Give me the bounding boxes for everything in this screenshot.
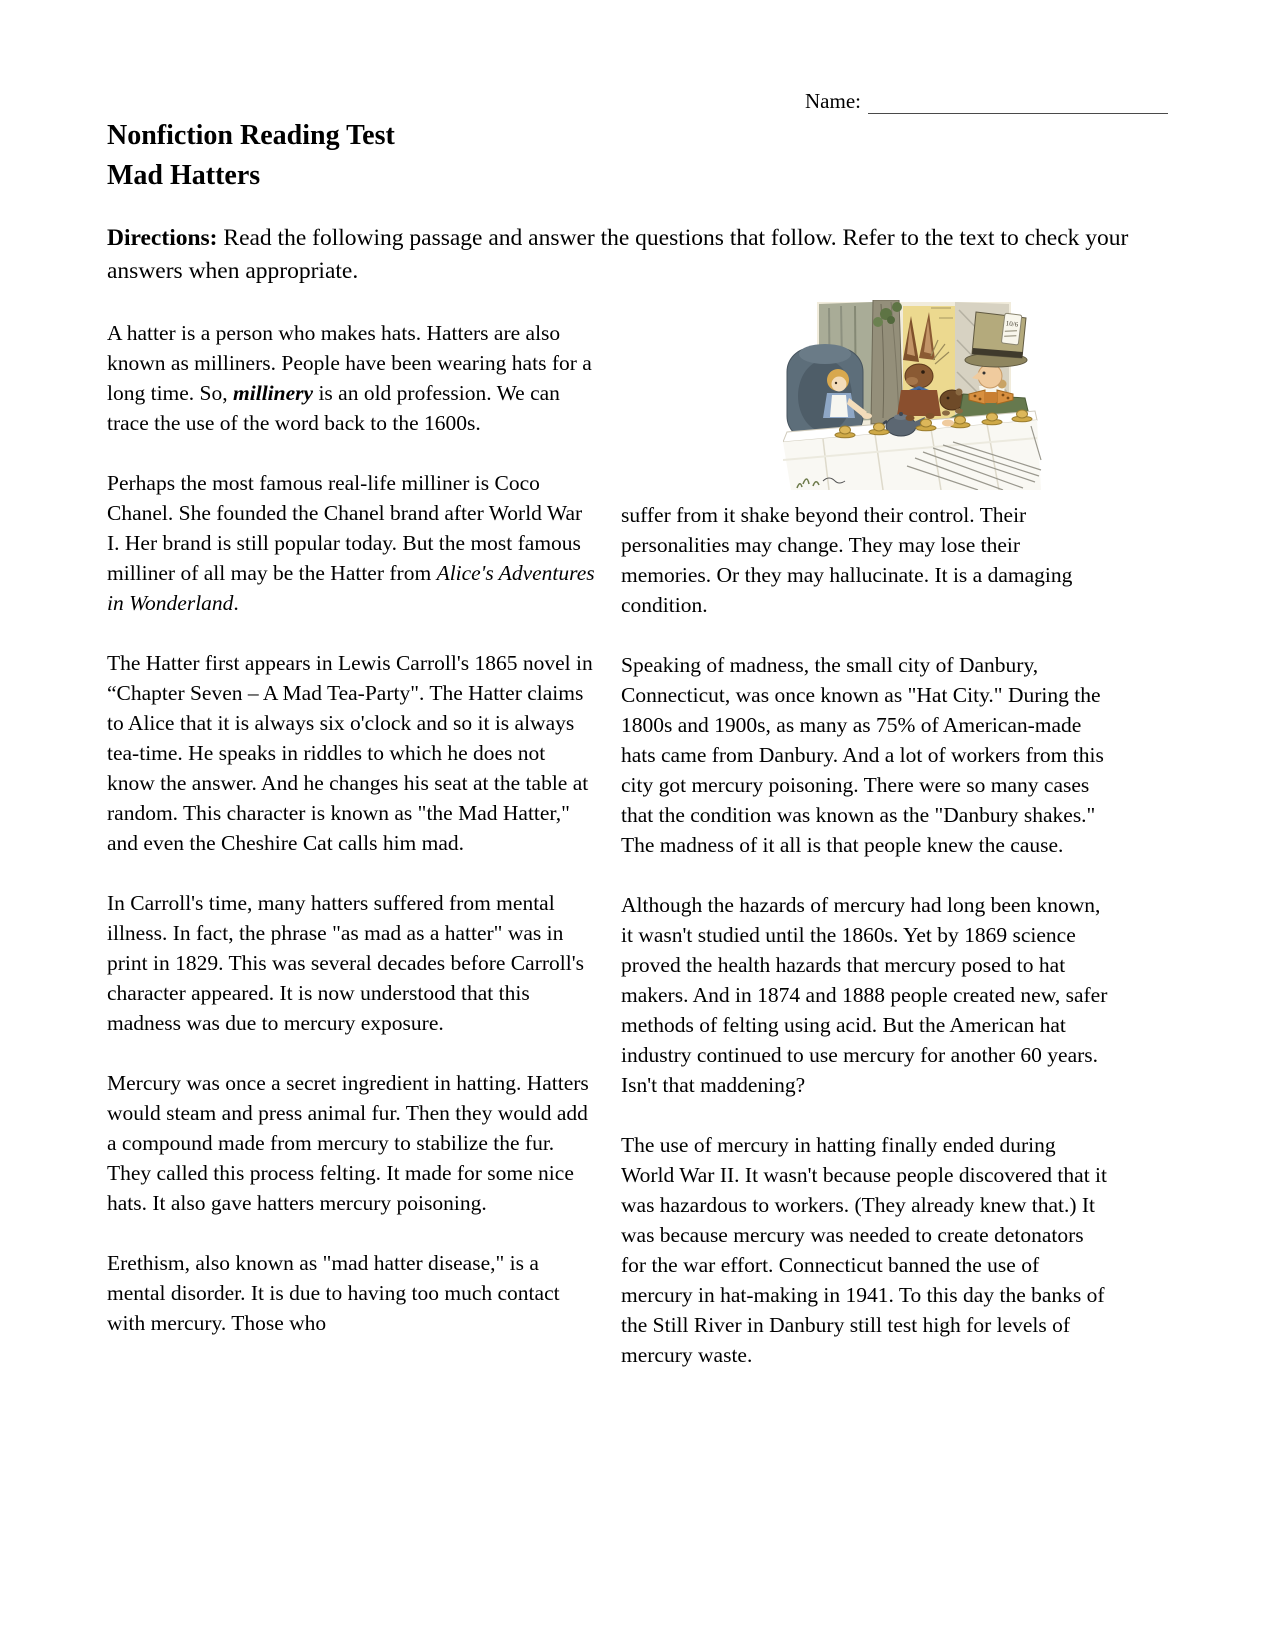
passage-paragraph xyxy=(621,890,1109,1100)
title-line-1: Nonfiction Reading Test xyxy=(107,120,395,151)
page-title xyxy=(107,116,1168,196)
directions-text: Read the following passage and answer the questions that follow. Refer to the text to check your answers when appropriate. xyxy=(107,225,1129,284)
passage-column-right-text xyxy=(621,500,1109,1370)
passage-paragraph xyxy=(107,1068,595,1218)
passage-paragraph xyxy=(621,500,1109,620)
name-row xyxy=(107,88,1168,114)
passage-columns xyxy=(107,318,1168,1400)
title-line-2: Mad Hatters xyxy=(107,160,261,191)
hat-price-tag-text: 10/6 xyxy=(1005,319,1019,329)
passage-paragraph xyxy=(621,650,1109,860)
passage-paragraph xyxy=(107,468,595,618)
passage-column-right xyxy=(621,318,1109,1400)
text-run: is an old profession. We can trace the use of the word back to the 1600s. xyxy=(107,381,560,435)
text-run: Speaking of madness, the small city of Danbury, Connecticut, was once known as "Hat City." During the 1800s and 1900s, as many as 75% of American-made hats came from Danbury. And a lot of workers from this city got mercury poisoning. There were so many cases that the condition was known as the "Danbury shakes." The madness of it all is that people knew the cause. xyxy=(621,653,1104,857)
directions xyxy=(107,222,1147,288)
text-run: A hatter is a person who makes hats. Hatters are also known as milliners. People have been wearing hats for a long time. So, xyxy=(107,321,592,405)
passage-paragraph xyxy=(621,1130,1109,1370)
text-run: . xyxy=(233,591,239,615)
text-run: millinery xyxy=(233,381,314,405)
passage-paragraph xyxy=(107,888,595,1038)
passage-paragraph xyxy=(107,318,595,438)
text-run: Alice's Adventures in Wonderland xyxy=(107,561,595,615)
passage-column-left xyxy=(107,318,595,1368)
text-run: Erethism, also known as "mad hatter disease," is a mental disorder. It is due to having too much contact with mercury. Those who xyxy=(107,1251,560,1335)
name-label: Name: xyxy=(805,89,861,113)
text-run: The Hatter first appears in Lewis Carroll's 1865 novel in “Chapter Seven – A Mad Tea-Party". The Hatter claims to Alice that it is always six o'clock and so it is always tea-time. He speaks in riddles to which he does not know the answer. And he changes his seat at the table at random. This character is known as "the Mad Hatter," and even the Cheshire Cat calls him mad. xyxy=(107,651,593,855)
text-run: The use of mercury in hatting finally ended during World War II. It wasn't because people discovered that it was hazardous to workers. (They already knew that.) It was because mercury was needed to create detonators for the war effort. Connecticut banned the use of mercury in hat-making in 1941. To this day the banks of the Still River in Danbury still test high for levels of mercury waste. xyxy=(621,1133,1107,1367)
text-run: Mercury was once a secret ingredient in hatting. Hatters would steam and press animal fur. Then they would add a compound made from mercury to stabilize the fur. They called this process felting. It made for some nice hats. It also gave hatters mercury poisoning. xyxy=(107,1071,589,1215)
name-underline xyxy=(868,93,1168,114)
passage-paragraph xyxy=(107,648,595,858)
text-run: In Carroll's time, many hatters suffered from mental illness. In fact, the phrase "as mad as a hatter" was in print in 1829. This was several decades before Carroll's character appeared. It is now understood that this madness was due to mercury exposure. xyxy=(107,891,584,1035)
armchair xyxy=(787,344,863,440)
tea-party-illustration xyxy=(783,300,1043,490)
text-run: suffer from it shake beyond their control. Their personalities may change. They may lose their memories. Or they may hallucinate. It is a damaging condition. xyxy=(621,503,1073,617)
hat-price-tag xyxy=(1001,313,1022,345)
text-run: Perhaps the most famous real-life milliner is Coco Chanel. She founded the Chanel brand after World War I. Her brand is still popular today. But the most famous milliner of all may be the Hatter from xyxy=(107,471,583,585)
passage-paragraph xyxy=(107,1248,595,1338)
directions-label: Directions: xyxy=(107,225,218,251)
text-run: Although the hazards of mercury had long been known, it wasn't studied until the 1860s. Yet by 1869 science proved the health hazards that mercury posed to hat makers. And in 1874 and 1888 people created new, safer methods of felting using acid. But the American hat industry continued to use mercury for another 60 years. Isn't that maddening? xyxy=(621,893,1108,1097)
